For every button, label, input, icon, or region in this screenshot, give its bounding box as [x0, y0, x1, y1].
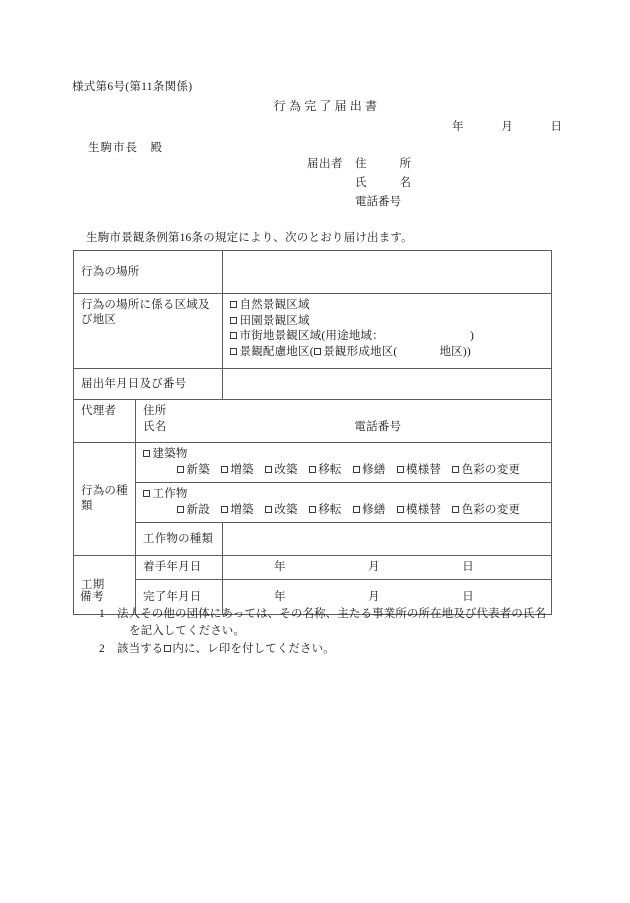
act-type-label: 行為の種類: [74, 443, 136, 556]
addressee: 生駒市長 殿: [88, 142, 163, 154]
structure-option-repair-label: 修繕: [362, 503, 386, 516]
remark-note-2-prefix: 該当する: [117, 643, 164, 655]
building-option-extension-label: 増築: [230, 463, 254, 476]
applicant-address-char1: 住: [355, 158, 367, 170]
document-title: 行為完了届出書: [273, 99, 381, 113]
end-date-month: 月: [368, 590, 380, 603]
agent-address-row: 住所: [143, 405, 167, 417]
remark-note-2-number: 2: [99, 643, 105, 655]
checkbox-icon[interactable]: [353, 466, 360, 473]
table-row-agent: [74, 400, 552, 443]
area-option-consideration-inner: 景観形成地区(: [323, 345, 398, 358]
structure-option-repair[interactable]: [353, 503, 386, 519]
applicant-address-field: [355, 155, 411, 171]
applicant-label: 届出者: [307, 158, 343, 170]
building-option-repair-label: 修繕: [362, 463, 386, 476]
checkbox-icon[interactable]: [230, 301, 237, 308]
table-row-area: [74, 294, 552, 369]
area-label: 行為の場所に係る区域及び地区: [74, 294, 223, 369]
table-row-act-building: [74, 443, 552, 483]
notification-label: 届出年月日及び番号: [74, 369, 223, 400]
checkbox-icon[interactable]: [309, 466, 316, 473]
structure-option-extension[interactable]: [221, 503, 254, 519]
remark-note-1-text: [117, 606, 570, 640]
applicant-name-row: [307, 174, 411, 193]
building-option-rebuild[interactable]: [265, 463, 298, 479]
start-date-year: 年: [274, 561, 286, 573]
area-option-rural-label: 田園景観区域: [239, 314, 310, 327]
structure-option-remodel-label: 模様替: [406, 503, 442, 516]
building-option-rebuild-label: 改築: [274, 463, 298, 476]
agent-details-cell[interactable]: [136, 400, 552, 443]
notification-form-table: [73, 250, 552, 615]
area-option-rural[interactable]: [230, 314, 545, 330]
intro-sentence: 生駒市景観条例第16条の規定により、次のとおり届け出ます。: [86, 232, 413, 244]
submission-date-line: [452, 118, 562, 134]
structure-kind-label: 工作物の種類: [136, 523, 223, 556]
remark-note-2-text: [117, 641, 570, 658]
checkbox-icon[interactable]: [353, 506, 360, 513]
applicant-tel-row: [307, 193, 411, 212]
checkbox-icon[interactable]: [452, 466, 459, 473]
applicant-name-field: [355, 174, 411, 190]
start-date-fields[interactable]: [274, 560, 474, 575]
area-option-natural-label: 自然景観区域: [239, 299, 310, 311]
structure-option-color-label: 色彩の変更: [461, 503, 521, 516]
building-option-color[interactable]: [452, 463, 520, 479]
area-options-cell[interactable]: [223, 294, 552, 369]
remark-note-1-number: 1: [99, 608, 105, 620]
end-date-day: 日: [462, 590, 474, 603]
remark-note-2: [80, 641, 570, 658]
applicant-name-char1: 氏: [355, 177, 367, 189]
structure-option-color[interactable]: [452, 503, 520, 519]
area-option-natural[interactable]: [230, 298, 545, 314]
structure-option-remodel[interactable]: [397, 503, 442, 519]
building-option-remodel[interactable]: [397, 463, 442, 479]
building-option-color-label: 色彩の変更: [461, 463, 521, 476]
remark-note-2-suffix: 内に、レ印を付してください。: [172, 643, 335, 655]
applicant-name-char2: 名: [399, 177, 411, 189]
checkbox-icon[interactable]: [230, 348, 237, 355]
building-option-relocation[interactable]: [309, 463, 342, 479]
building-option-relocation-label: 移転: [318, 463, 342, 476]
table-row-start-date: [74, 556, 552, 580]
checkbox-icon[interactable]: [314, 348, 321, 355]
start-date-label: 着手年月日: [136, 556, 223, 580]
agent-name-row: [143, 420, 545, 436]
checkbox-icon[interactable]: [265, 466, 272, 473]
building-option-extension[interactable]: [221, 463, 254, 479]
checkbox-icon[interactable]: [143, 490, 150, 497]
structure-option-rebuild-label: 改築: [274, 503, 298, 516]
applicant-address-row: [307, 155, 411, 174]
structure-option-relocation[interactable]: [309, 503, 342, 519]
notification-value-cell[interactable]: [223, 369, 552, 400]
agent-tel-label: 電話番号: [354, 420, 402, 433]
structure-option-new-label: 新設: [186, 503, 210, 516]
structure-options-cell[interactable]: [136, 483, 552, 523]
checkbox-icon[interactable]: [143, 450, 150, 457]
building-option-repair[interactable]: [353, 463, 386, 479]
form-number: 様式第6号(第11条関係): [72, 81, 193, 93]
period-label: 工期: [74, 556, 136, 615]
checkbox-icon[interactable]: [309, 506, 316, 513]
structure-suboptions-row[interactable]: [143, 503, 545, 519]
place-value-cell[interactable]: [223, 251, 552, 294]
checkbox-icon[interactable]: [230, 317, 237, 324]
building-option-new[interactable]: [177, 463, 210, 479]
start-date-value-cell[interactable]: [223, 556, 552, 580]
place-label: 行為の場所: [74, 251, 223, 294]
checkbox-icon[interactable]: [221, 466, 228, 473]
checkbox-icon[interactable]: [230, 332, 237, 339]
area-option-consideration-label: 景観配慮地区(: [239, 345, 314, 358]
area-option-consideration[interactable]: [230, 345, 545, 361]
building-suboptions-row[interactable]: [143, 463, 545, 479]
building-option-remodel-label: 模様替: [406, 463, 442, 476]
building-option-new-label: 新築: [186, 463, 210, 476]
structure-kind-value-cell[interactable]: [223, 523, 552, 556]
table-row-structure-kind: [74, 523, 552, 556]
table-row-place: [74, 251, 552, 294]
checkbox-icon[interactable]: [177, 506, 184, 513]
applicant-address-char2: 所: [399, 158, 411, 170]
building-options-cell[interactable]: [136, 443, 552, 483]
checkbox-icon[interactable]: [452, 506, 459, 513]
applicant-tel-field: 電話番号: [355, 196, 401, 208]
table-row-notification: [74, 369, 552, 400]
area-option-consideration-suffix: 地区)): [439, 345, 471, 358]
structure-option-relocation-label: 移転: [318, 503, 342, 516]
checkbox-icon[interactable]: [397, 466, 404, 473]
building-label: 建築物: [152, 448, 188, 460]
agent-name-label: 氏名: [143, 420, 167, 433]
checkbox-icon: [164, 645, 171, 652]
area-option-urban-label: 市街地景観区域(用途地域：: [239, 330, 384, 342]
end-date-label: 完了年月日: [136, 580, 223, 615]
structure-option-new[interactable]: [177, 503, 210, 519]
applicant-block: [307, 155, 411, 212]
date-day-label: 日: [550, 121, 562, 133]
agent-label: 代理者: [74, 400, 136, 443]
structure-checkbox-row[interactable]: [143, 487, 545, 503]
table-row-act-structure: [74, 483, 552, 523]
checkbox-icon[interactable]: [221, 506, 228, 513]
checkbox-icon[interactable]: [397, 506, 404, 513]
remark-note-1-line2: を記入してください。: [129, 625, 245, 637]
remark-note-1-line1: 法人その他の団体にあっては、その名称、主たる事業所の所在地及び代表者の氏名: [117, 608, 547, 620]
building-checkbox-row[interactable]: [143, 447, 545, 463]
area-option-urban[interactable]: [230, 329, 545, 345]
area-option-urban-suffix: ): [469, 330, 474, 342]
structure-option-extension-label: 増築: [230, 503, 254, 516]
date-month-label: 月: [501, 121, 513, 133]
start-date-month: 月: [368, 561, 380, 573]
remarks-title: 備考: [80, 591, 105, 603]
start-date-day: 日: [462, 561, 474, 573]
date-year-label: 年: [452, 121, 464, 133]
remark-note-1: [80, 606, 570, 640]
checkbox-icon[interactable]: [265, 506, 272, 513]
checkbox-icon[interactable]: [177, 466, 184, 473]
end-date-year: 年: [274, 590, 286, 603]
remarks-section: [80, 588, 570, 658]
structure-label: 工作物: [152, 488, 188, 500]
structure-option-rebuild[interactable]: [265, 503, 298, 519]
